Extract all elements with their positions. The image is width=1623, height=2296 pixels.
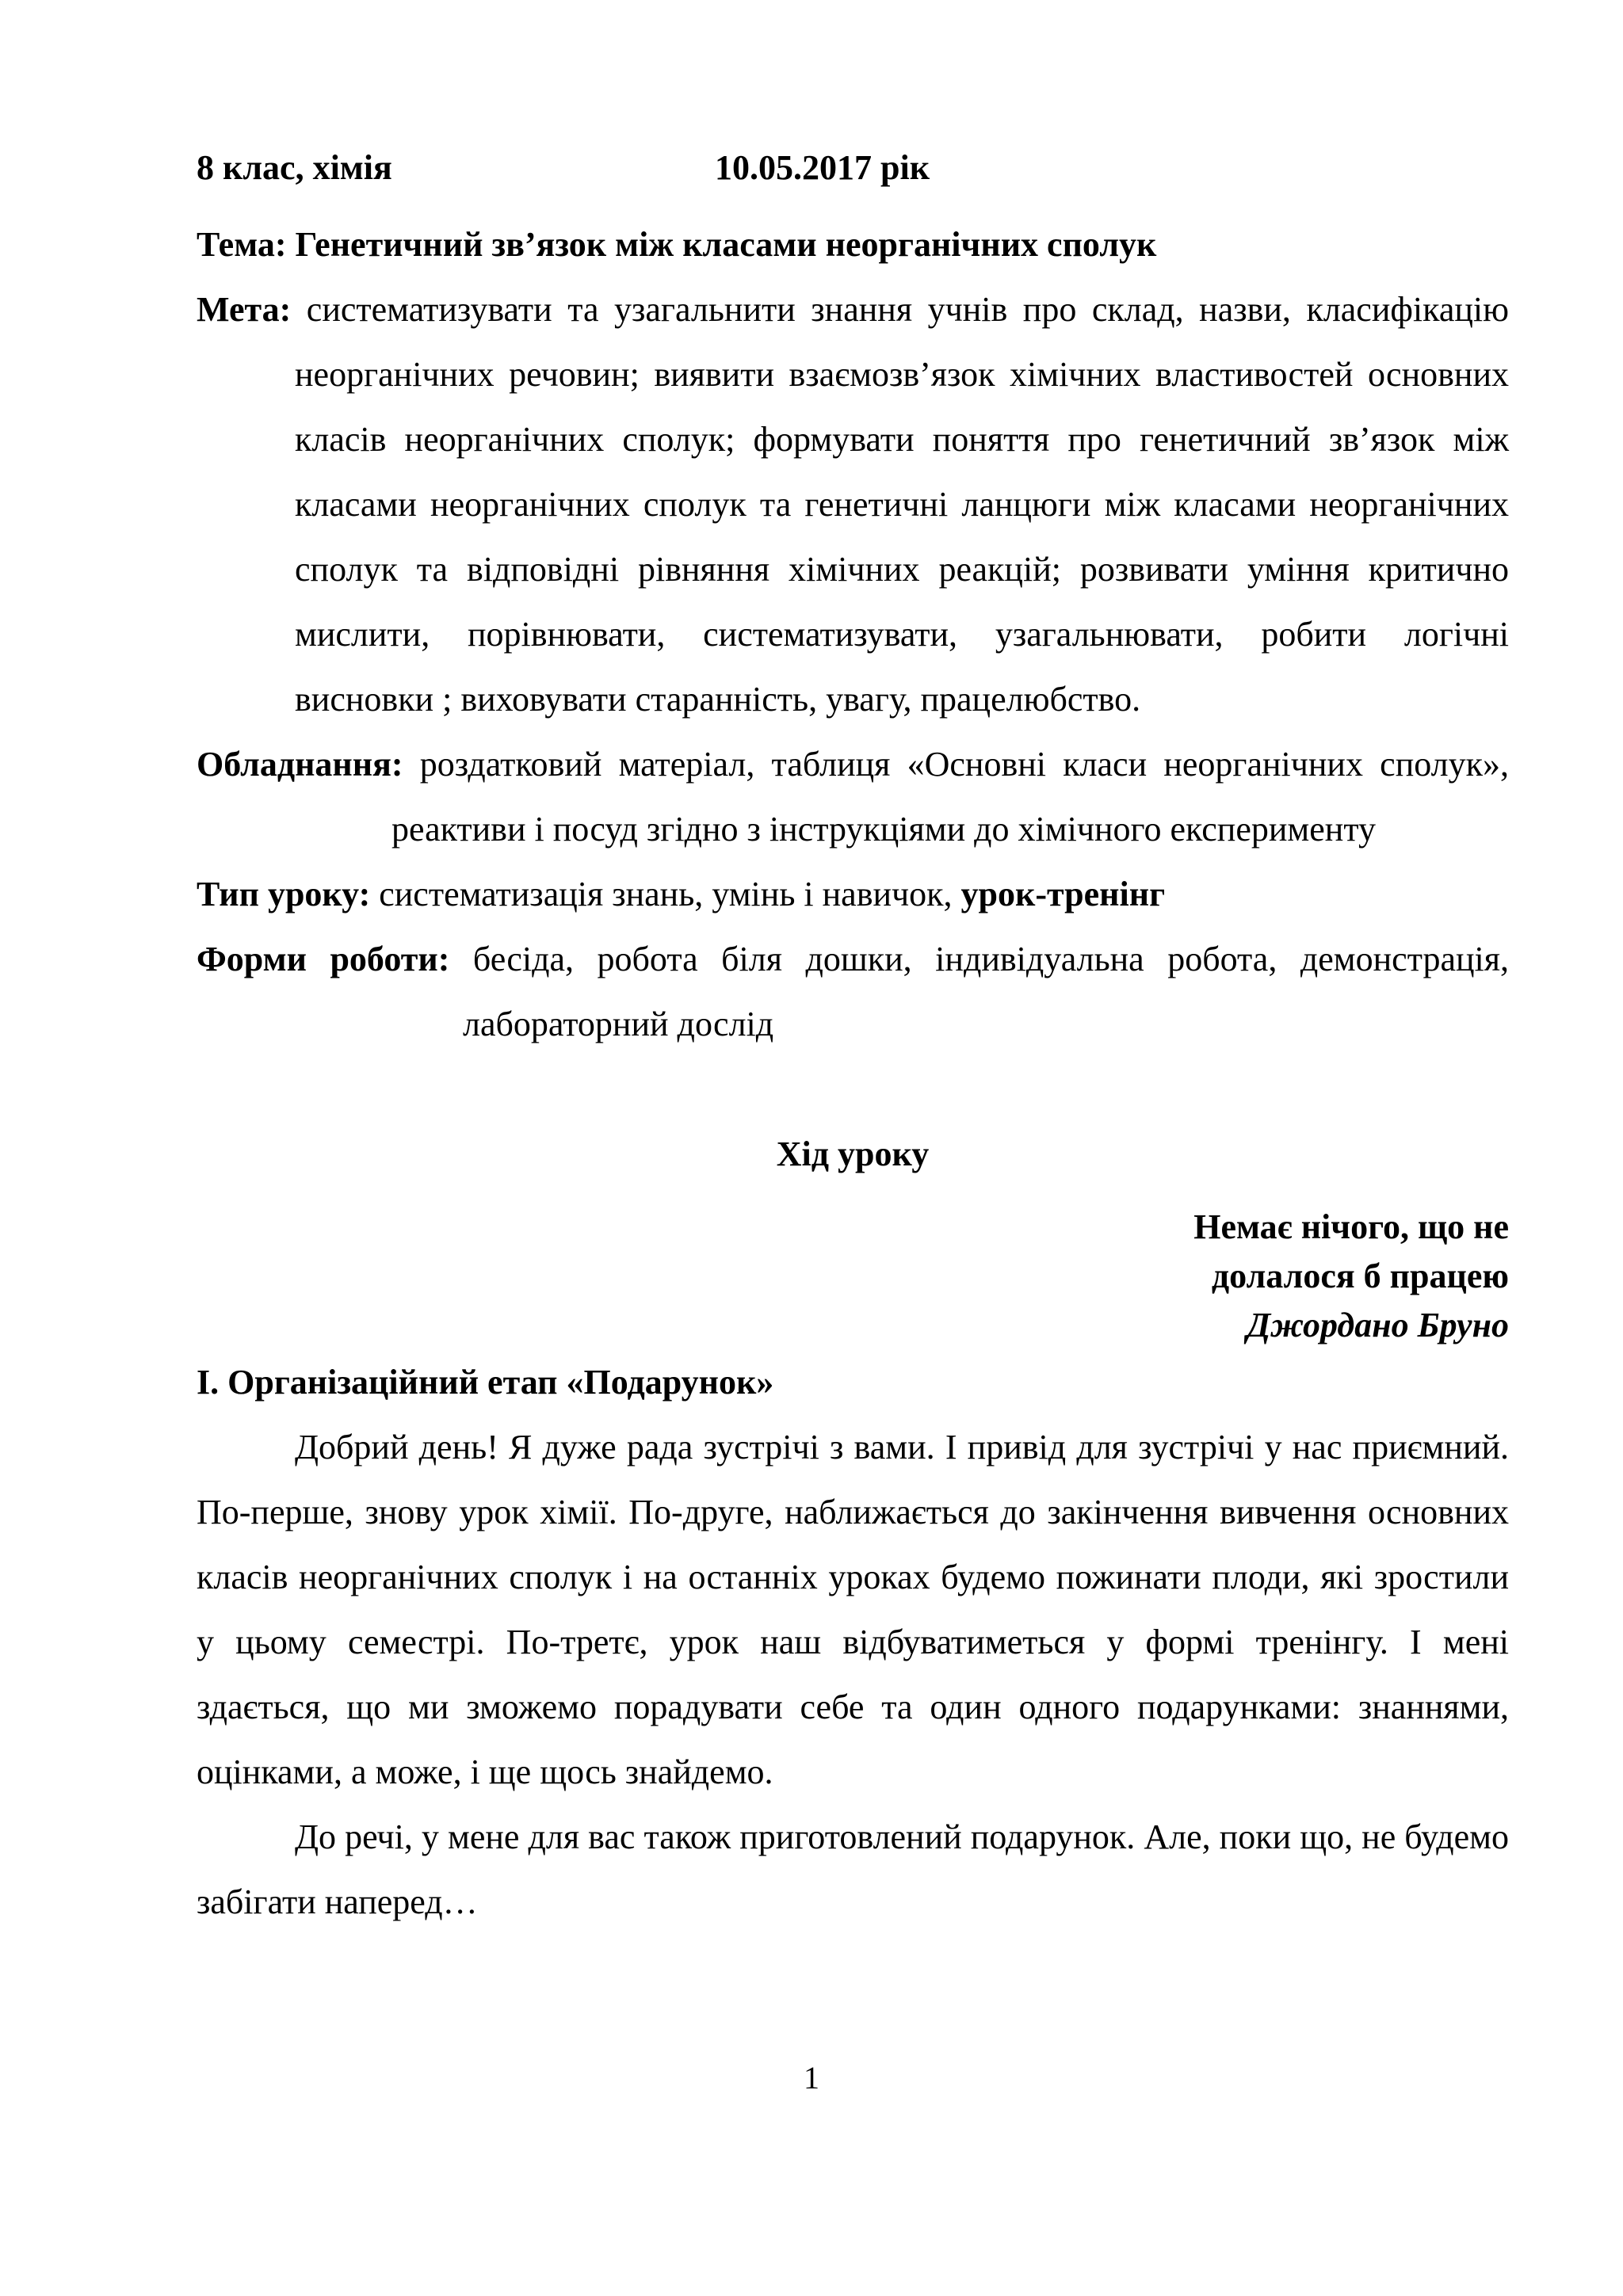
lesson-type-emphasis: урок-тренінг bbox=[960, 875, 1166, 913]
lesson-type-line bbox=[197, 862, 1509, 927]
equipment-paragraph bbox=[197, 732, 1509, 862]
goal-paragraph bbox=[197, 277, 1509, 732]
epigraph-line-1: Немає нічого, що не bbox=[1193, 1207, 1509, 1246]
work-forms-label: Форми роботи: bbox=[197, 940, 450, 978]
section-paragraph-2: До речі, у мене для вас також приготовлений подарунок. Але, поки що, не будемо забігати наперед… bbox=[197, 1817, 1509, 1921]
goal-text: систематизувати та узагальнити знання учнів про склад, назви, класифікацію неорганічних речовин; виявити взаємозв’язок хімічних властивостей основних класів неорганічних сполук; формувати поняття про генетичний зв’язок між класами неорганічних сполук та генетичні ланцюги між класами неорганічних сполук та відповідні рівняння хімічних реакцій; розвивати уміння критично мислити, порівнювати, систематизувати, узагальнювати, робити логічні висновки ; виховувати старанність, увагу, працелюбство. bbox=[295, 290, 1509, 719]
work-forms-paragraph bbox=[197, 927, 1509, 1057]
section-paragraph-1: Добрий день! Я дуже рада зустрічі з вами. І привід для зустрічі у нас приємний. По-перше, знову урок хімії. По-друге, наближається до закінчення вивчення основних класів неорганічних сполук і на останніх уроках будемо пожинати плоди, які зростили у цьому семестрі. По-третє, урок наш відбуватиметься у формі тренінгу. І мені здається, що ми зможемо порадувати себе та один одного подарунками: знаннями, оцінками, а може, і ще щось знайдемо. bbox=[197, 1428, 1509, 1791]
epigraph bbox=[197, 1203, 1509, 1350]
document-page bbox=[197, 147, 1509, 1935]
lesson-type-label: Тип уроку: bbox=[197, 875, 371, 913]
epigraph-author: Джордано Бруно bbox=[1247, 1306, 1509, 1344]
page-number: 1 bbox=[804, 2060, 819, 2096]
course-heading: Хід уроку bbox=[776, 1135, 930, 1173]
topic-line bbox=[197, 212, 1509, 277]
goal-label: Мета: bbox=[197, 290, 292, 329]
class-subject: 8 клас, хімія bbox=[197, 148, 392, 187]
equipment-text: роздатковий матеріал, таблиця «Основні класи неорганічних сполук», реактиви і посуд згідно з інструкціями до хімічного експерименту bbox=[391, 745, 1509, 849]
topic-label: Тема: bbox=[197, 225, 287, 264]
document-header bbox=[197, 147, 1509, 212]
lesson-type-text: систематизація знань, умінь і навичок, bbox=[379, 875, 953, 913]
work-forms-text: бесіда, робота біля дошки, індивідуальна робота, демонстрація, лабораторний дослід bbox=[463, 940, 1509, 1043]
lesson-date: 10.05.2017 рік bbox=[715, 148, 930, 187]
epigraph-line-2: долалося б працею bbox=[1211, 1257, 1509, 1295]
topic-text: Генетичний зв’язок між класами неорганічних сполук bbox=[295, 225, 1157, 264]
equipment-label: Обладнання: bbox=[197, 745, 403, 784]
section-heading: І. Організаційний етап «Подарунок» bbox=[197, 1363, 774, 1402]
